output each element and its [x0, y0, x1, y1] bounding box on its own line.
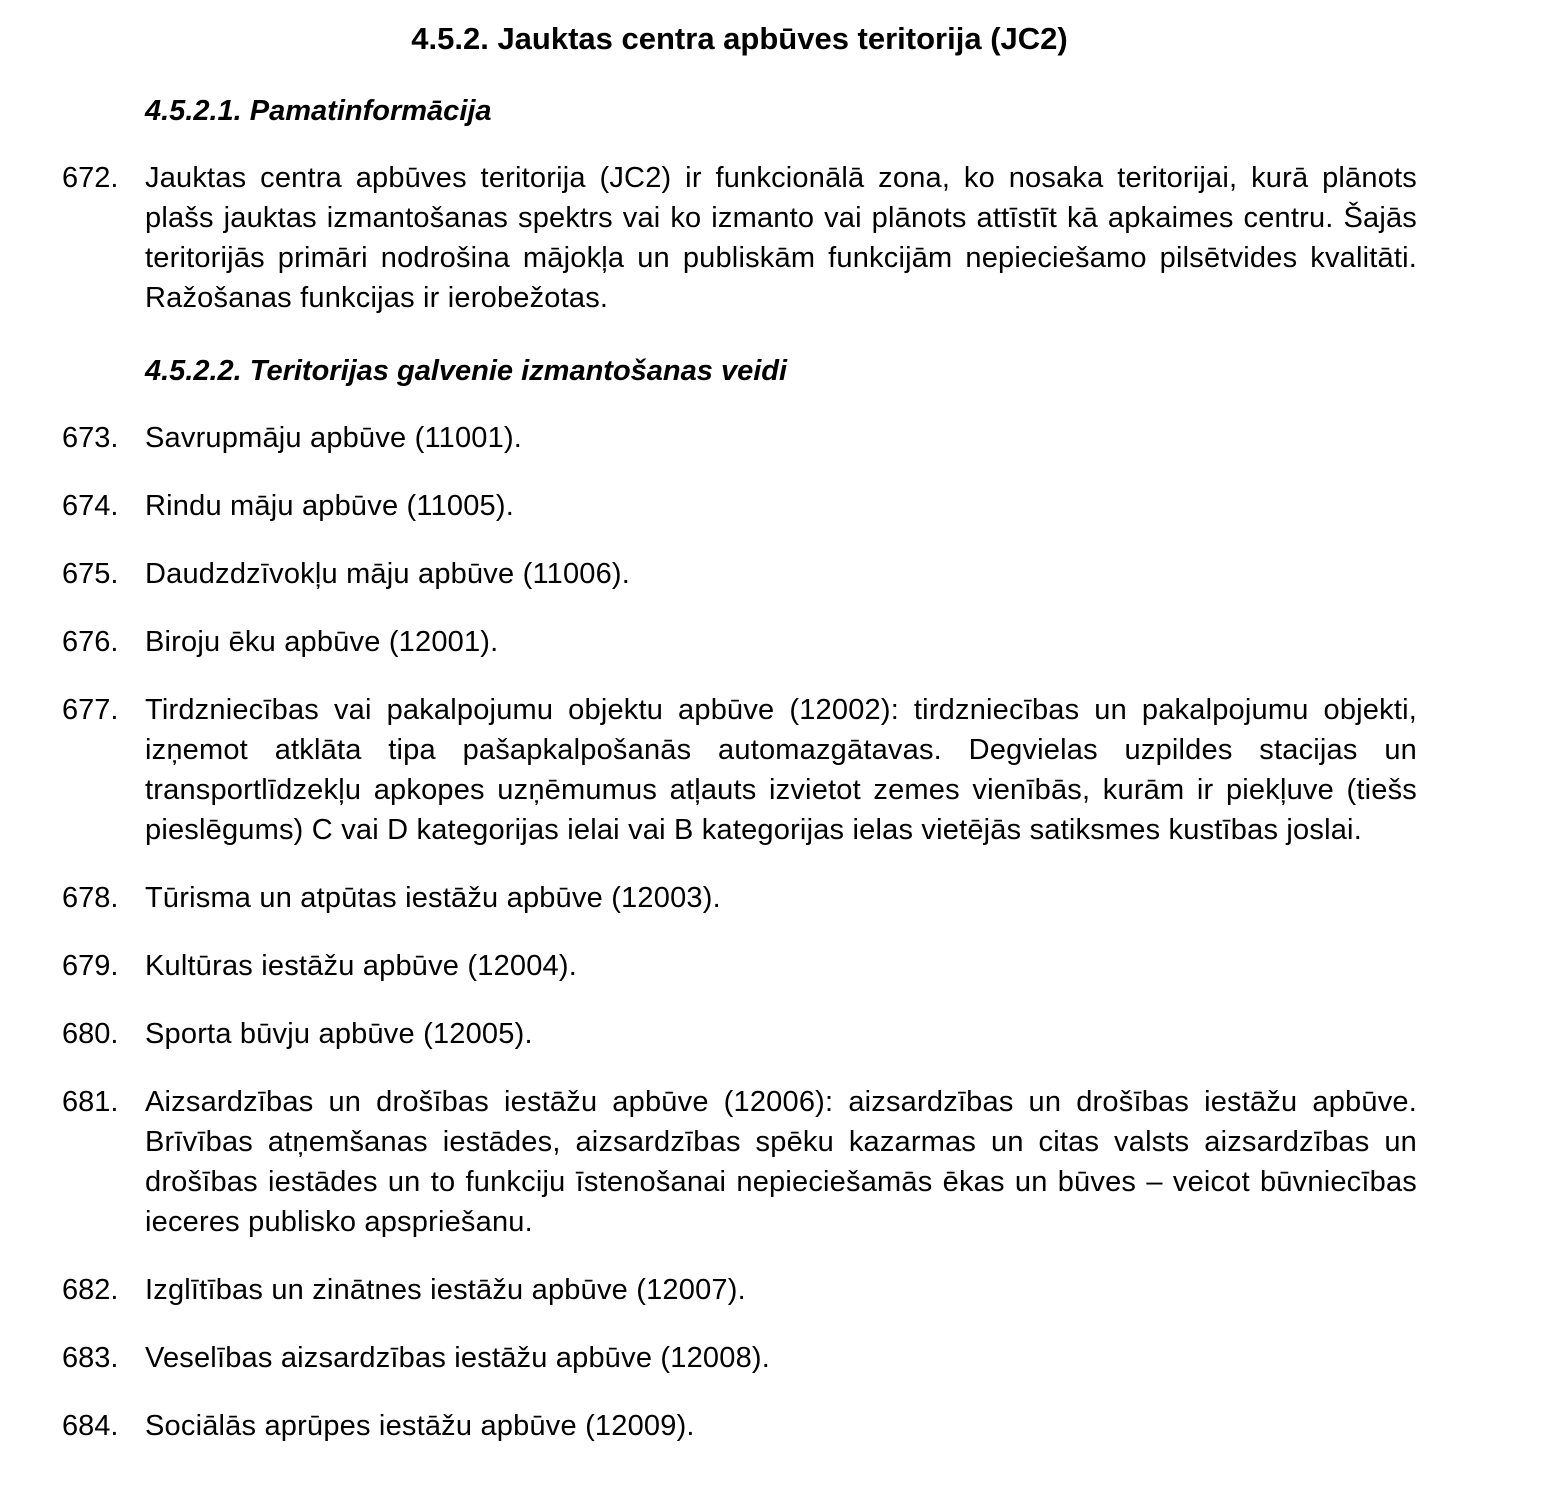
list-item-text: Savrupmāju apbūve (11001). [145, 422, 523, 454]
list-item-text: Rindu māju apbūve (11005). [145, 490, 515, 522]
list-item [62, 690, 1417, 850]
list-item-text: Izglītības un zinātnes iestāžu apbūve (12007). [145, 1274, 746, 1306]
list-item-text: Tirdzniecības vai pakalpojumu objektu apbūve (12002): tirdzniecības un pakalpojumu objekti, izņemot atklāta tipa pašapkalpošanās automazgātavas. Degvielas uzpildes stacijas un transportlīdzekļu apkopes uzņēmumus atļauts izvietot zemes vienībās, kurām ir piekļuve (tiešs pieslēgums) C vai D kategorijas ielai vai B kategorijas ielas vietējās satiksmes kustības joslai. [145, 694, 1417, 846]
list-item [62, 1406, 1417, 1446]
list-item [62, 1014, 1417, 1054]
list-item-number: 684. [62, 1410, 119, 1442]
section-heading-izmantosanas-veidi: 4.5.2.2. Teritorijas galvenie izmantošanas veidi [145, 355, 788, 387]
list-item-text: Sociālās aprūpes iestāžu apbūve (12009). [145, 1410, 695, 1442]
list-item-number: 681. [62, 1086, 119, 1118]
list-item-text: Jauktas centra apbūves teritorija (JC2) ir funkcionālā zona, ko nosaka teritorijai, kurā plānots plašs jauktas izmantošanas spektrs vai ko izmanto vai plānots attīstīt kā apkaimes centru. Šajās teritorijās primāri nodrošina mājokļa un publiskām funkcijām nepieciešamo pilsētvides kvalitāti. Ražošanas funkcijas ir ierobežotas. [145, 162, 1417, 314]
list-item-number: 675. [62, 558, 119, 590]
list-item-text: Veselības aizsardzības iestāžu apbūve (12008). [145, 1342, 771, 1374]
list-item-text: Aizsardzības un drošības iestāžu apbūve (12006): aizsardzības un drošības iestāžu apbūve. Brīvības atņemšanas iestādes, aizsardzības spēku kazarmas un citas valsts aizsardzības un drošības iestādes un to funkciju īstenošanai nepieciešamās ēkas un būves – veicot būvniecības ieceres publisko apspriešanu. [145, 1086, 1417, 1238]
list-item [62, 878, 1417, 918]
list-item [62, 418, 1417, 458]
list-item [62, 554, 1417, 594]
list-item-number: 677. [62, 694, 119, 726]
list-item-text: Daudzdzīvokļu māju apbūve (11006). [145, 558, 631, 590]
list-item-number: 676. [62, 626, 119, 658]
page-title: 4.5.2. Jauktas centra apbūves teritorija (JC2) [411, 21, 1068, 56]
list-item [62, 486, 1417, 526]
list-item-text: Kultūras iestāžu apbūve (12004). [145, 950, 577, 982]
list-item-number: 674. [62, 490, 119, 522]
list-item [62, 158, 1417, 318]
list-item-number: 673. [62, 422, 119, 454]
list-item [62, 1082, 1417, 1242]
list-item-text: Tūrisma un atpūtas iestāžu apbūve (12003). [145, 882, 721, 914]
list-item [62, 1270, 1417, 1310]
list-item-number: 682. [62, 1274, 119, 1306]
list-item [62, 1338, 1417, 1378]
list-item-text: Biroju ēku apbūve (12001). [145, 626, 499, 658]
list-item-number: 683. [62, 1342, 119, 1374]
list-item [62, 622, 1417, 662]
list-item-number: 678. [62, 882, 119, 914]
list-item [62, 946, 1417, 986]
list-item-text: Sporta būvju apbūve (12005). [145, 1018, 533, 1050]
list-item-number: 680. [62, 1018, 119, 1050]
list-item-number: 672. [62, 162, 119, 194]
list-item-number: 679. [62, 950, 119, 982]
section-heading-pamatinformacija: 4.5.2.1. Pamatinformācija [145, 95, 492, 127]
